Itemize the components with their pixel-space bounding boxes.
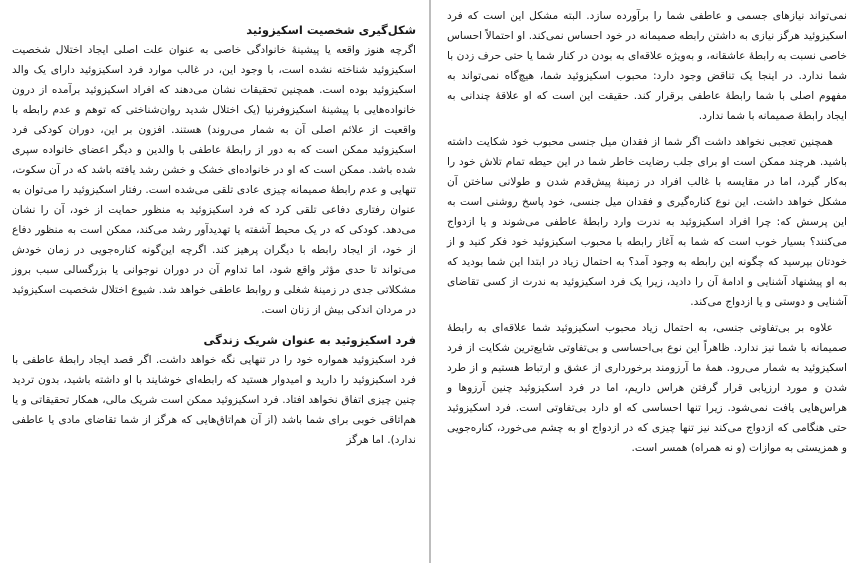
left-page bbox=[0, 0, 428, 563]
page-gutter bbox=[429, 0, 431, 563]
right-page bbox=[433, 0, 861, 563]
section-heading-schizoid-personality-formation: شکل‌گیری شخصیت اسکیزوئید bbox=[246, 23, 416, 37]
paragraph-schizoid-as-partner: فرد اسکیزوئید همواره خود را در تنهایی نگه خواهد داشت. اگر قصد ایجاد رابطهٔ عاطفی با فرد اسکیزوئید را دارید و امیدوار هستید که رابطه‌ای خوشایند با او داشته باشید، بدون تردید چنین چیزی اتفاق نخواهد افتاد. فرد اسکیزوئید ممکن است شریک مالی، همکار تحقیقاتی و یا هم‌اتاقی خوبی برای شما باشد (از آن هم‌اتاق‌هایی که هرگز از شما تقاضای مادی یا عاطفی ندارد). اما هرگز bbox=[12, 354, 416, 446]
paragraph-sexual-desire: همچنین تعجبی نخواهد داشت اگر شما از فقدان میل جنسی محبوب خود شکایت داشته باشید. هرچند ممکن است او برای جلب رضایت خاطر شما در این حیطه تمام تلاش خود را به‌کار گیرد، اما در مقایسه با غالب افراد در زمینهٔ پیش‌قدم شدن و طولانی ساختن آن مشکل خواهد داشت. این نوع کناره‌گیری و فقدان میل جنسی، خود پاسخ روشنی است به این پرسش که: چرا افراد اسکیزوئید به ندرت وارد رابطهٔ عاطفی می‌شوند و یا ازدواج می‌کنند؟ بسیار خوب است که شما به آغاز رابطه با محبوب اسکیزوئید خود فکر کنید و از خودتان بپرسید که چگونه این رابطه به وجود آمد؟ به احتمال زیاد در ابتدا این شما بودید که به او پیشنهاد آشنایی و ادامهٔ آن را دادید، زیرا یک فرد اسکیزوئید به ندرت از کسی تقاضای آشنایی و دوستی و یا ازدواج می‌کند. bbox=[447, 136, 847, 308]
paragraph-emotional-needs: نمی‌تواند نیازهای جسمی و عاطفی شما را برآورده سازد. البته مشکل این است که فرد اسکیزوئید هرگز نیازی به داشتن رابطه صمیمانه در خود احساس نمی‌کند. او احتمالاً احساس خاصی نسبت به رابطهٔ عاشقانه، و به‌ویژه علاقه‌ای به بودن در کنار شما یا حتی حرف زدن با شما ندارد. در اینجا یک تناقض وجود دارد: محبوب اسکیزوئید شما، هیچ‌گاه نمی‌تواند به مفهوم اصلی با شما رابطهٔ عاطفی برقرار کند. حقیقت این است که او علاقهٔ چندانی به ایجاد رابطهٔ صمیمانه با شما ندارد. bbox=[447, 10, 847, 122]
paragraph-personality-formation: اگرچه هنوز واقعه یا پیشینهٔ خانوادگی خاصی به عنوان علت اصلی ایجاد اختلال شخصیت اسکیزوئید شناخته نشده است، با وجود این، در غالب موارد فرد اسکیزوئید دارای یک والد اسکیزوئید بوده است. همچنین تحقیقات نشان می‌دهند که افراد اسکیزوئید برآمده از درون خانواده‌هایی با پیشینهٔ اسکیزوفرنیا (یک اختلال شدید روان‌شناختی که توهم و عدم رابطه با واقعیت از علائم اصلی آن به شمار می‌روند) هستند. افزون بر این، دوران کودکی فرد اسکیزوئید ممکن است که به دور از رابطهٔ عاطفی با والدین و دیگر اعضای خانواده سپری شده باشد. ممکن است که او در خانواده‌ای خشک و خشن رشد یافته باشد که در آن سکوت، تنهایی و عدم رابطهٔ صمیمانه چیزی عادی تلقی می‌شده است. رفتار اسکیزوئید را می‌توان به عنوان رفتاری دفاعی تلقی کرد که فرد اسکیزوئید به منظور حمایت از خود، آن را نشان می‌دهد. کودکی که در یک محیط آشفته یا تهدیدآور رشد می‌کند، ممکن است به منظور دفاع از خود، از ایجاد رابطه با دیگران پرهیز کند. اگرچه این‌گونه کناره‌جویی در زمان خودش می‌تواند تا حدی مؤثر واقع شود، اما تداوم آن در دوران نوجوانی یا بزرگسالی سبب بروز مشکلاتی جدی در زمینهٔ شغلی و روابط عاطفی خواهد شد. شیوع اختلال شخصیت اسکیزوئید در مردان اندکی بیش از زنان است. bbox=[12, 44, 416, 316]
section-heading-schizoid-as-partner: فرد اسکیزوئید به عنوان شریک زندگی bbox=[203, 333, 416, 347]
paragraph-indifference: علاوه بر بی‌تفاوتی جنسی، به احتمال زیاد محبوب اسکیزوئید شما علاقه‌ای به رابطهٔ صمیمانه با شما نیز ندارد. ظاهراً این نوع بی‌احساسی و بی‌تفاوتی شایع‌ترین شکایت از فرد اسکیزوئید به شمار می‌رود. همهٔ ما آرزومند برخورداری از عشق و ارتباط هستیم و از طرد شدن و مورد ارزیابی قرار گرفتن هراس داریم، اما در فرد اسکیزوئید چنین آرزوها و هراس‌هایی یافت نمی‌شود. زیرا تنها احساسی که او دارد بی‌تفاوتی است. فرد اسکیزوئید حتی هنگامی که ازدواج می‌کند نیز تنها چیزی که در ازدواج او به چشم می‌خورد، کناره‌جویی و همزیستی به موازات (و نه همراه) همسر است. bbox=[447, 322, 847, 454]
